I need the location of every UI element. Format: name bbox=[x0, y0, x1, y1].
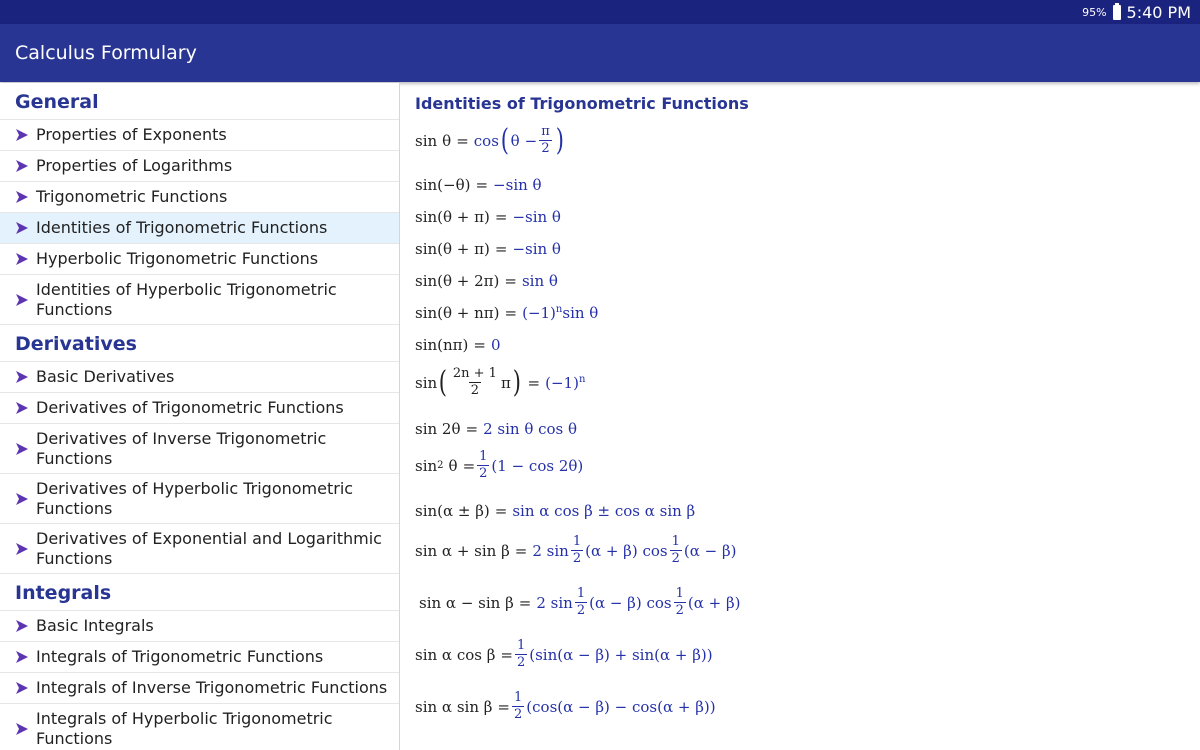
chevron-right-icon bbox=[15, 722, 29, 736]
chevron-right-icon bbox=[15, 128, 29, 142]
section-integrals: Integrals bbox=[0, 574, 399, 611]
nav-label: Derivatives of Trigonometric Functions bbox=[36, 398, 344, 417]
nav-properties-of-logarithms[interactable] bbox=[0, 151, 399, 182]
chevron-right-icon bbox=[15, 221, 29, 235]
nav-hyperbolic-trigonometric-functions[interactable] bbox=[0, 244, 399, 275]
nav-label: Integrals of Trigonometric Functions bbox=[36, 647, 324, 666]
formula-4: sin(θ + π) = −sin θ bbox=[415, 240, 561, 258]
nav-label: Identities of Hyperbolic Trigonometric Functions bbox=[36, 279, 337, 319]
formula-6: sin(θ + nπ) = $(-1)^n\sin$ θ bbox=[415, 304, 599, 322]
chevron-right-icon bbox=[15, 190, 29, 204]
nav-label: Basic Derivatives bbox=[36, 367, 175, 386]
chevron-right-icon bbox=[15, 293, 29, 307]
nav-label: Derivatives of Hyperbolic Trigonometric Functions bbox=[36, 478, 354, 518]
formula-1: sin θ = cos ( θ − $\frac{\pi}{2}$ ) bbox=[415, 122, 564, 158]
nav-identities-of-hyperbolic-trigonometric-functions[interactable] bbox=[0, 275, 399, 325]
app-title: Calculus Formulary bbox=[15, 42, 197, 64]
chevron-right-icon bbox=[15, 650, 29, 664]
chevron-right-icon bbox=[15, 442, 29, 456]
formula-7: sin(nπ) = 0 bbox=[415, 336, 501, 354]
formula-12: sin α + sin β = 2 sin $\frac{1}{2}$ (α + β) cos $\frac{1}{2}$ (α − β) bbox=[415, 534, 737, 566]
clock: 5:40 PM bbox=[1126, 2, 1191, 22]
formula-9: sin 2θ = 2 sin θ cos θ bbox=[415, 420, 578, 438]
chevron-right-icon bbox=[15, 492, 29, 506]
nav-integrals-of-hyperbolic-trigonometric-functions[interactable] bbox=[0, 704, 399, 750]
nav-trigonometric-functions[interactable] bbox=[0, 182, 399, 213]
formula-11: sin(α ± β) = sin α cos β ± cos α sin β bbox=[415, 502, 696, 520]
nav-label: Basic Integrals bbox=[36, 616, 154, 635]
chevron-right-icon bbox=[15, 619, 29, 633]
nav-basic-integrals[interactable] bbox=[0, 611, 399, 642]
battery-icon bbox=[1113, 5, 1121, 20]
formula-15: sin α sin β = $\frac{1}{2}$ (cos(α − β) − cos(α + β)) bbox=[415, 690, 716, 722]
sidebar-nav[interactable] bbox=[0, 83, 400, 750]
nav-label: Properties of Exponents bbox=[36, 125, 227, 144]
nav-label: Derivatives of Exponential and Logarithmic Functions bbox=[36, 528, 382, 568]
nav-label: Integrals of Hyperbolic Trigonometric Functions bbox=[36, 708, 333, 748]
nav-derivatives-of-hyperbolic-trigonometric-functions[interactable] bbox=[0, 474, 399, 524]
formula-content[interactable] bbox=[401, 83, 1200, 750]
chevron-right-icon bbox=[15, 252, 29, 266]
nav-label: Trigonometric Functions bbox=[36, 187, 228, 206]
formula-14: sin α cos β = $\frac{1}{2}$ (sin(α − β) + sin(α + β)) bbox=[415, 638, 713, 670]
chevron-right-icon bbox=[15, 542, 29, 556]
nav-properties-of-exponents[interactable] bbox=[0, 120, 399, 151]
nav-label: Identities of Trigonometric Functions bbox=[36, 218, 328, 237]
nav-label: Derivatives of Inverse Trigonometric Functions bbox=[36, 428, 327, 468]
chevron-right-icon bbox=[15, 401, 29, 415]
nav-basic-derivatives[interactable] bbox=[0, 362, 399, 393]
formula-3: sin(θ + π) = −sin θ bbox=[415, 208, 561, 226]
nav-integrals-of-inverse-trigonometric-functions[interactable] bbox=[0, 673, 399, 704]
formula-8: sin ( $\frac{2n + 1}{2}$ π ) = $(-1)^n$ bbox=[415, 364, 586, 400]
chevron-right-icon bbox=[15, 681, 29, 695]
formula-2: sin(−θ) = −sin θ bbox=[415, 176, 542, 194]
formula-10: sin 2 θ = $\frac{1}{2}$ (1 − cos 2θ) bbox=[415, 449, 584, 481]
formula-5: sin(θ + 2π) = sin θ bbox=[415, 272, 558, 290]
chevron-right-icon bbox=[15, 370, 29, 384]
nav-label: Hyperbolic Trigonometric Functions bbox=[36, 249, 319, 268]
nav-derivatives-of-exponential-and-logarithmic-functions[interactable] bbox=[0, 524, 399, 574]
section-general: General bbox=[0, 83, 399, 120]
nav-identities-of-trigonometric-functions[interactable] bbox=[0, 213, 399, 244]
battery-percent: 95% bbox=[1082, 5, 1107, 19]
chevron-right-icon bbox=[15, 159, 29, 173]
formula-13: sin α − sin β = 2 sin $\frac{1}{2}$ (α − β) cos $\frac{1}{2}$ (α + β) bbox=[419, 586, 741, 618]
nav-label: Integrals of Inverse Trigonometric Functions bbox=[36, 678, 388, 697]
status-bar bbox=[0, 0, 1200, 24]
nav-integrals-of-trigonometric-functions[interactable] bbox=[0, 642, 399, 673]
nav-label: Properties of Logarithms bbox=[36, 156, 233, 175]
nav-derivatives-of-inverse-trigonometric-functions[interactable] bbox=[0, 424, 399, 474]
nav-derivatives-of-trigonometric-functions[interactable] bbox=[0, 393, 399, 424]
content-title: Identities of Trigonometric Functions bbox=[415, 94, 749, 113]
app-bar bbox=[0, 24, 1200, 82]
section-derivatives: Derivatives bbox=[0, 325, 399, 362]
